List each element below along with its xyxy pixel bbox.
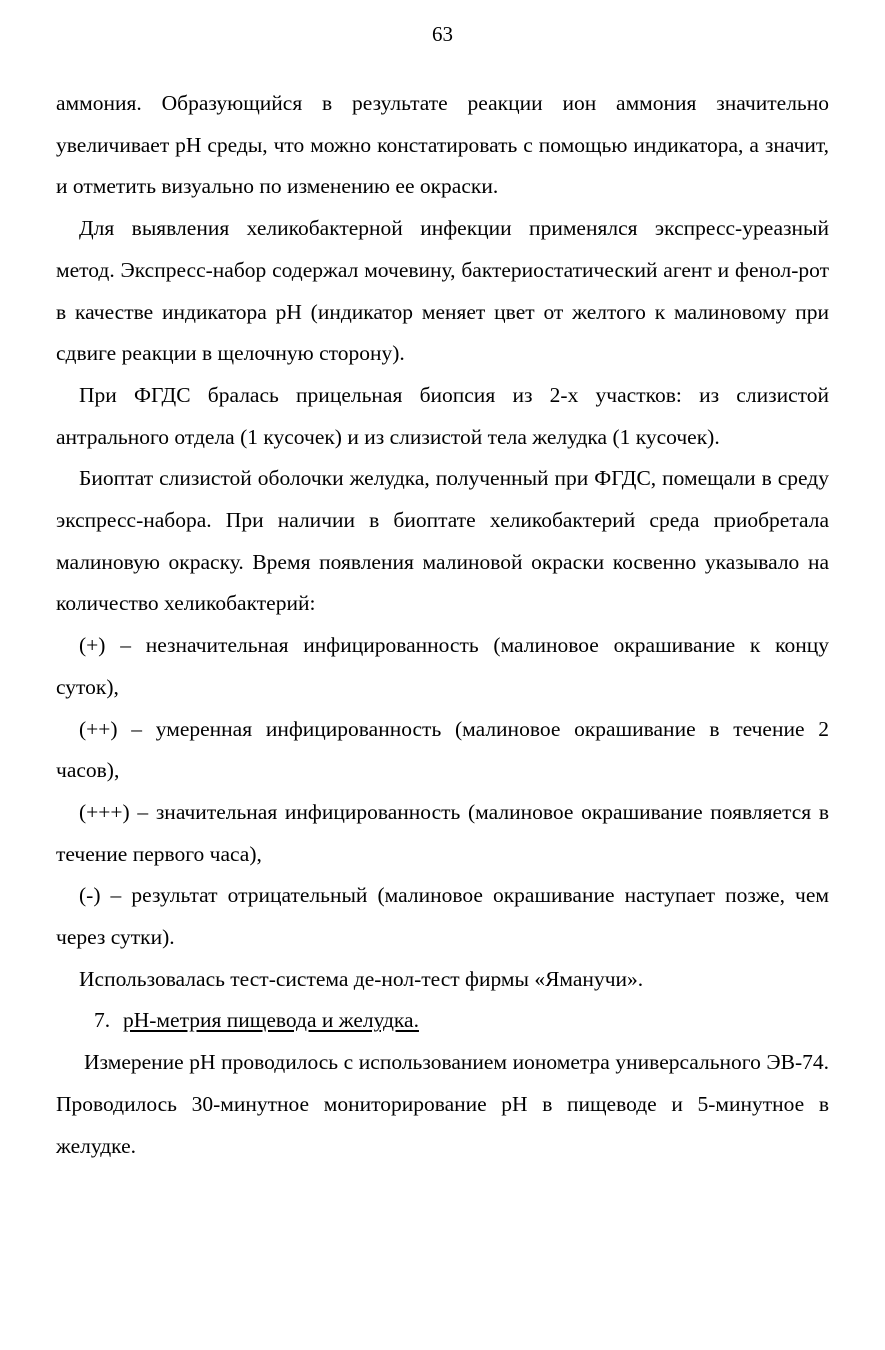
paragraph-biopsy: При ФГДС бралась прицельная биопсия из 2-х участков: из слизистой антрального отдела (1 кусочек) и из слизистой тела желудка (1 кусочек). xyxy=(56,382,829,449)
page-body xyxy=(56,83,829,1167)
list-item-plus-three: (+++) – значительная инфицированность (малиновое окрашивание появляется в течение первого часа), xyxy=(56,799,829,866)
paragraph-ammonium: аммония. Образующийся в результате реакции ион аммония значительно увеличивает pH среды, что можно констатировать с помощью индикатора, а значит, и отметить визуально по изменению ее окраски. xyxy=(56,91,829,199)
list-item-plus-one: (+) – незначительная инфицированность (малиновое окрашивание к концу суток), xyxy=(56,633,829,699)
page-number: 63 xyxy=(432,22,453,46)
paragraph-bioptate: Биоптат слизистой оболочки желудка, полученный при ФГДС, помещали в среду экспресс-набора. При наличии в биоптате хеликобактерий среда приобретала малиновую окраску. Время появления малиновой окраски косвенно указывало на количество хеликобактерий: xyxy=(56,466,829,616)
list-item-negative: (-) – результат отрицательный (малиновое окрашивание наступает позже, чем через сутки). xyxy=(56,883,829,950)
section-heading-title: pH-метрия пищевода и желудка. xyxy=(123,1008,419,1033)
section-heading-number: 7. xyxy=(94,1008,111,1033)
paragraph-ph-measurement: Измерение pH проводилось с использованием ионометра универсального ЭВ-74. Проводилось 30-минутное мониторирование pH в пищеводе и 5-минутное в желудке. xyxy=(56,1050,829,1158)
section-heading xyxy=(56,1000,829,1042)
list-item-plus-two: (++) – умеренная инфицированность (малиновое окрашивание в течение 2 часов), xyxy=(56,716,829,783)
paragraph-test-system: Использовалась тест-система де-нол-тест фирмы «Яманучи». xyxy=(79,966,644,991)
paragraph-express-urease-method: Для выявления хеликобактерной инфекции применялся экспресс-уреазный метод. Экспресс-набор содержал мочевину, бактериостатический агент и фенол-рот в качестве индикатора pH (индикатор меняет цвет от желтого к малиновому при сдвиге реакции в щелочную сторону). xyxy=(56,216,829,366)
